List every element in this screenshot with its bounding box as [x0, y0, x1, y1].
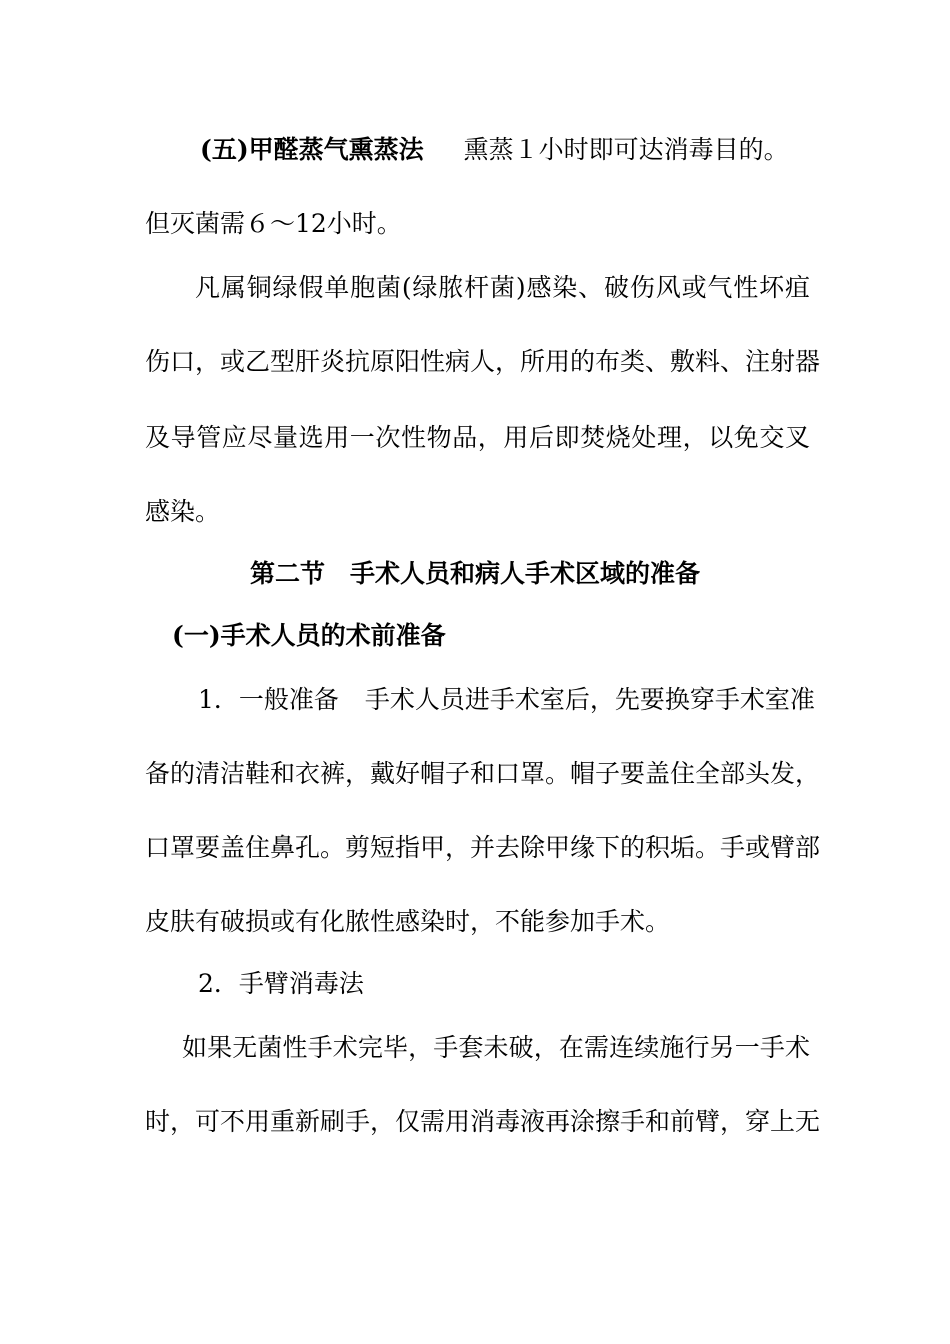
- item1-text: 手术人员进手术室后，先要换穿手术室准: [364, 685, 815, 714]
- section5-line1: [200, 134, 810, 166]
- infection-paragraph-line4: 感染。: [145, 497, 221, 526]
- item1-line3: 口罩要盖住鼻孔。剪短指甲，并去除甲缘下的积垢。手或臂部: [145, 833, 821, 862]
- reuse-paragraph-line1: 如果无菌性手术完毕，手套未破，在需连续施行另一手术: [182, 1033, 810, 1062]
- infection-paragraph-line3: 及导管应尽量选用一次性物品，用后即焚烧处理，以免交叉: [145, 423, 810, 452]
- section5-text: 熏蒸１小时即可达消毒目的。: [463, 135, 789, 164]
- item1-line4: 皮肤有破损或有化脓性感染时，不能参加手术。: [145, 907, 671, 936]
- infection-paragraph-line1: 凡属铜绿假单胞菌(绿脓杆菌)感染、破伤风或气性坏疽: [195, 273, 810, 302]
- item1-line2: 备的清洁鞋和衣裤，戴好帽子和口罩。帽子要盖住全部头发，: [145, 759, 821, 788]
- section5-title: (五)甲醛蒸气熏蒸法: [200, 135, 424, 164]
- reuse-paragraph-line2: 时，可不用重新刷手，仅需用消毒液再涂擦手和前臂，穿上无: [145, 1107, 821, 1136]
- infection-paragraph-line2: 伤口，或乙型肝炎抗原阳性病人，所用的布类、敷料、注射器: [145, 347, 821, 376]
- item2-heading: 2．手臂消毒法: [198, 969, 364, 998]
- subheading-surgeon-preparation: (一)手术人员的术前准备: [172, 621, 446, 650]
- item1-label: 1．一般准备: [198, 685, 339, 714]
- section5-line2: 但灭菌需６～12小时。: [145, 209, 402, 238]
- chapter-heading: 第二节 手术人员和病人手术区域的准备: [249, 559, 700, 588]
- item1-line1: [198, 684, 815, 716]
